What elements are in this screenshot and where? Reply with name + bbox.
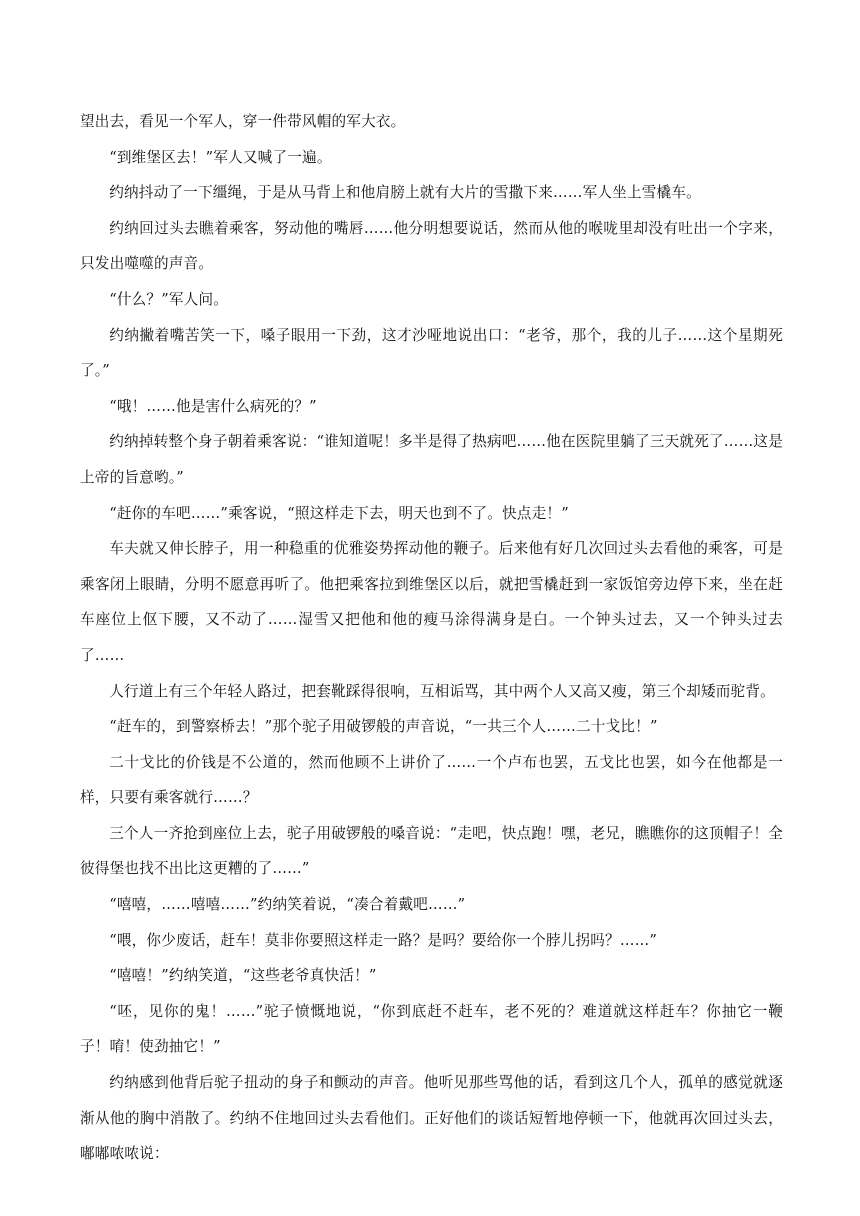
paragraph: “喂，你少废话，赶车！莫非你要照这样走一路？是吗？要给你一个脖儿拐吗？……” — [109, 931, 658, 949]
paragraph: 三个人一齐抢到座位上去，驼子用破锣般的嗓音说：“走吧，快点跑！嘿，老兄，瞧瞧你的这顶帽子！全彼得堡也找不出比这更糟的了……” — [80, 824, 783, 878]
paragraph: 人行道上有三个年轻人路过，把套靴踩得很响，互相诟骂，其中两个人又高又瘦，第三个却矮而驼背。 — [109, 682, 775, 700]
paragraph: 车夫就又伸长脖子，用一种稳重的优雅姿势挥动他的鞭子。后来他有好几次回过头去看他的乘客，可是乘客闭上眼睛，分明不愿意再听了。他把乘客拉到维堡区以后，就把雪橇赶到一家饭馆旁边停下来，坐在赶车座位上伛下腰，又不动了……湿雪又把他和他的瘦马涂得满身是白。一个钟头过去，又一个钟头过去了…… — [80, 540, 783, 664]
paragraph: “嘻嘻！”约纳笑道，“这些老爷真快活！” — [109, 967, 377, 985]
paragraph: 二十戈比的价钱是不公道的，然而他顾不上讲价了……一个卢布也罢，五戈比也罢，如今在他都是一样，只要有乘客就行……？ — [80, 753, 783, 807]
paragraph: 约纳撇着嘴苦笑一下，嗓子眼用一下劲，这才沙哑地说出口：“老爷，那个，我的儿子……这个星期死了。” — [80, 326, 783, 380]
paragraph: “哦！……他是害什么病死的？” — [109, 397, 317, 415]
paragraph: “什么？”军人问。 — [109, 290, 229, 308]
paragraph: 约纳回过头去瞧着乘客，努动他的嘴唇……他分明想要说话，然而从他的喉咙里却没有吐出一个字来，只发出噬噬的声音。 — [80, 219, 783, 273]
paragraph: 约纳抖动了一下缰绳，于是从马背上和他肩膀上就有大片的雪撒下来……军人坐上雪橇车。 — [109, 184, 701, 202]
paragraph: “赶你的车吧……”乘客说，“照这样走下去，明天也到不了。快点走！” — [109, 504, 569, 522]
story-text — [80, 104, 783, 1172]
paragraph: 约纳掉转整个身子朝着乘客说：“谁知道呢！多半是得了热病吧……他在医院里躺了三天就死了……这是上帝的旨意哟。” — [80, 433, 783, 486]
paragraph: 约纳感到他背后驼子扭动的身子和颤动的声音。他听见那些骂他的话，看到这几个人，孤单的感觉就逐渐从他的胸中消散了。约纳不住地回过头去看他们。正好他们的谈话短暂地停顿一下，他就再次回过头去，嘟嘟哝哝说： — [80, 1074, 783, 1163]
paragraph: “赶车的，到警察桥去！”那个驼子用破锣般的声音说，“一共三个人……二十戈比！” — [109, 718, 658, 736]
paragraph: “嘻嘻，……嘻嘻……”约纳笑着说，“凑合着戴吧……” — [109, 896, 466, 914]
paragraph: “呸，见你的鬼！……”驼子愤慨地说，“你到底赶不赶车，老不死的？难道就这样赶车？你抽它一鞭子！唷！使劲抽它！” — [80, 1002, 783, 1056]
paragraph-continued: 望出去，看见一个军人，穿一件带风帽的军大衣。 — [80, 113, 406, 130]
paragraph: “到维堡区去！”军人又喊了一遍。 — [109, 148, 332, 166]
